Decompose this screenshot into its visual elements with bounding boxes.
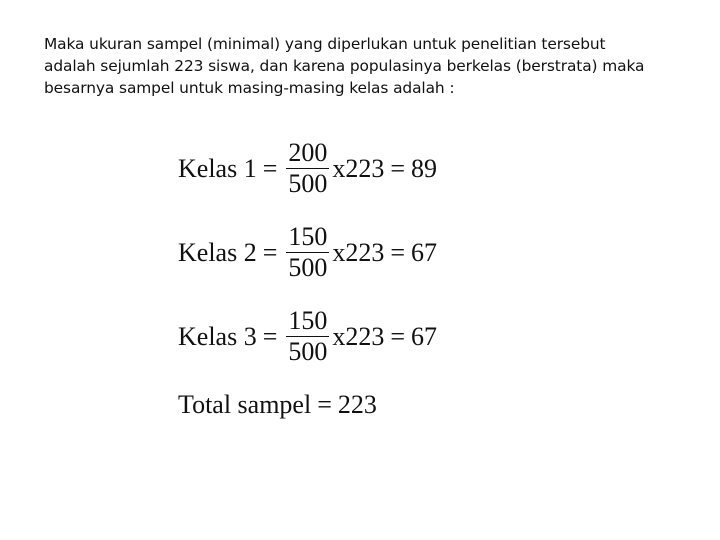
equation-label: Kelas 3 [178, 321, 257, 351]
total-label: Total sampel [178, 390, 312, 419]
result-value: 67 [411, 321, 438, 351]
fraction [286, 222, 329, 283]
intro-paragraph [44, 33, 694, 99]
equals-sign: = [262, 237, 278, 267]
intro-line-2: adalah sejumlah 223 siswa, dan karena populasinya berkelas (berstrata) maka [44, 57, 645, 75]
multiplier: x223 [332, 237, 385, 267]
fraction [286, 306, 329, 367]
equation-kelas-1 [178, 138, 437, 199]
multiplier: x223 [332, 153, 385, 183]
result-value: 89 [411, 153, 438, 183]
fraction-numerator: 150 [288, 222, 328, 251]
fraction-denominator: 500 [288, 253, 328, 282]
equals-sign: = [262, 153, 278, 183]
equation-kelas-2 [178, 222, 437, 283]
fraction-numerator: 200 [288, 138, 328, 167]
multiplier: x223 [332, 321, 385, 351]
equation-label: Kelas 2 [178, 237, 257, 267]
equation-label: Kelas 1 [178, 153, 257, 183]
equals-sign: = [390, 321, 406, 351]
total-value: 223 [337, 390, 377, 419]
total-sample-line [178, 390, 377, 420]
equals-sign: = [390, 153, 406, 183]
fraction-numerator: 150 [288, 306, 328, 335]
equals-sign: = [317, 390, 332, 419]
result-value: 67 [411, 237, 438, 267]
intro-line-3: besarnya sampel untuk masing-masing kelas adalah : [44, 79, 455, 97]
fraction-denominator: 500 [288, 169, 328, 198]
fraction [286, 138, 329, 199]
intro-line-1: Maka ukuran sampel (minimal) yang diperlukan untuk penelitian tersebut [44, 35, 606, 53]
equation-kelas-3 [178, 306, 437, 367]
equals-sign: = [390, 237, 406, 267]
fraction-denominator: 500 [288, 337, 328, 366]
equals-sign: = [262, 321, 278, 351]
